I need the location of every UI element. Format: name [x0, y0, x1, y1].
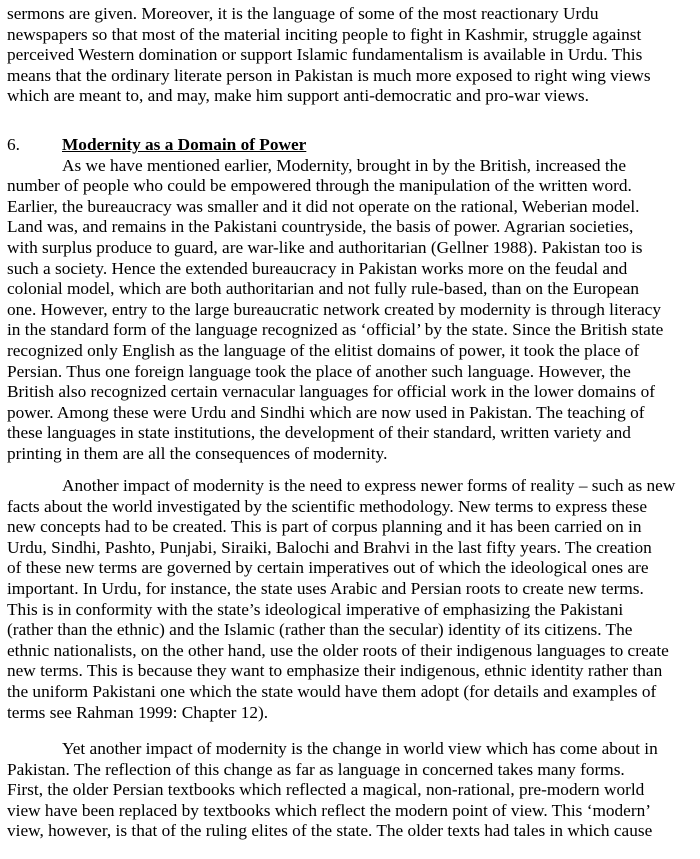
text-line: Earlier, the bureaucracy was smaller and it did not operate on the rational, Weberian model. [7, 196, 640, 216]
text-line: printing in them are all the consequences of modernity. [7, 443, 388, 463]
text-line: in the standard form of the language recognized as ‘official’ by the state. Since the British state [7, 320, 664, 340]
text-line: newspapers so that most of the material inciting people to fight in Kashmir, struggle against [7, 24, 642, 44]
text-line: Urdu, Sindhi, Pashto, Punjabi, Siraiki, Balochi and Brahvi in the last fifty years. The creation [7, 537, 652, 557]
text-line: new terms. This is because they want to emphasize their indigenous, ethnic identity rather than [7, 661, 663, 681]
text-line: Land was, and remains in the Pakistani countryside, the basis of power. Agrarian societies, [7, 217, 634, 237]
paragraph-new-terms [7, 476, 675, 723]
text-line: ethnic nationalists, on the other hand, use the older roots of their indigenous languages to create [7, 640, 669, 660]
text-line: Another impact of modernity is the need to express newer forms of reality – such as new [62, 476, 676, 495]
text-line: number of people who could be empowered through the manipulation of the written word. [7, 176, 632, 196]
text-line: the uniform Pakistani one which the state would have them adopt (for details and examples of [7, 681, 657, 701]
text-line: perceived Western domination or support Islamic fundamentalism is available in Urdu. This [7, 45, 643, 65]
text-line: new concepts had to be created. This is part of corpus planning and it has been carried on in [7, 517, 642, 537]
text-line: means that the ordinary literate person in Pakistan is much more exposed to right wing views [7, 65, 651, 85]
text-line: (rather than the ethnic) and the Islamic (rather than the secular) identity of its citizens. The [7, 620, 633, 640]
text-line: First, the older Persian textbooks which reflected a magical, non-rational, pre-modern world [7, 780, 645, 800]
text-line: of these new terms are governed by certain imperatives out of which the ideological ones are [7, 558, 649, 578]
text-line: recognized only English as the language of the elitist domains of power, it took the place of [7, 340, 640, 360]
text-line: such a society. Hence the extended bureaucracy in Pakistan works more on the feudal and [7, 258, 628, 278]
text-line: view have been replaced by textbooks which reflect the modern point of view. This ‘modern’ [7, 800, 651, 820]
text-line: Yet another impact of modernity is the change in world view which has come about in [62, 739, 658, 758]
text-line: As we have mentioned earlier, Modernity, brought in by the British, increased the [62, 155, 626, 175]
text-line: which are meant to, and may, make him support anti-democratic and pro-war views. [7, 86, 589, 106]
paragraph-world-view [7, 739, 658, 842]
text-line: British also recognized certain vernacular languages for official work in the lower domains of [7, 382, 655, 402]
text-line: terms see Rahman 1999: Chapter 12). [7, 702, 269, 722]
text-line: power. Among these were Urdu and Sindhi which are now used in Pakistan. The teaching of [7, 402, 645, 422]
text-line: facts about the world investigated by the scientific methodology. New terms to express these [7, 496, 648, 516]
text-line: one. However, entry to the large bureaucratic network created by modernity is through literacy [7, 299, 661, 319]
paragraph-intro [7, 4, 651, 107]
text-line: Persian. Thus one foreign language took the place of another such language. However, the [7, 361, 631, 381]
text-line: important. In Urdu, for instance, the state uses Arabic and Persian roots to create new terms. [7, 578, 644, 598]
section-heading [7, 135, 663, 156]
text-line: This is in conformity with the state’s ideological imperative of emphasizing the Pakistani [7, 599, 624, 619]
section-title: Modernity as a Domain of Power [62, 135, 307, 154]
text-line: these languages in state institutions, the development of their standard, written variety and [7, 423, 631, 443]
text-line: with surplus produce to guard, are war-like and authoritarian (Gellner 1988). Pakistan too is [7, 237, 643, 257]
text-line: colonial model, which are both authoritarian and not fully rule-based, than on the European [7, 279, 640, 299]
text-line: Pakistan. The reflection of this change as far as language in concerned takes many forms. [7, 759, 625, 779]
section-number: 6. [7, 135, 20, 154]
section-modernity [7, 135, 663, 465]
text-line: sermons are given. Moreover, it is the language of some of the most reactionary Urdu [7, 4, 599, 23]
text-line: view, however, is that of the ruling elites of the state. The older texts had tales in which cause [7, 821, 653, 841]
